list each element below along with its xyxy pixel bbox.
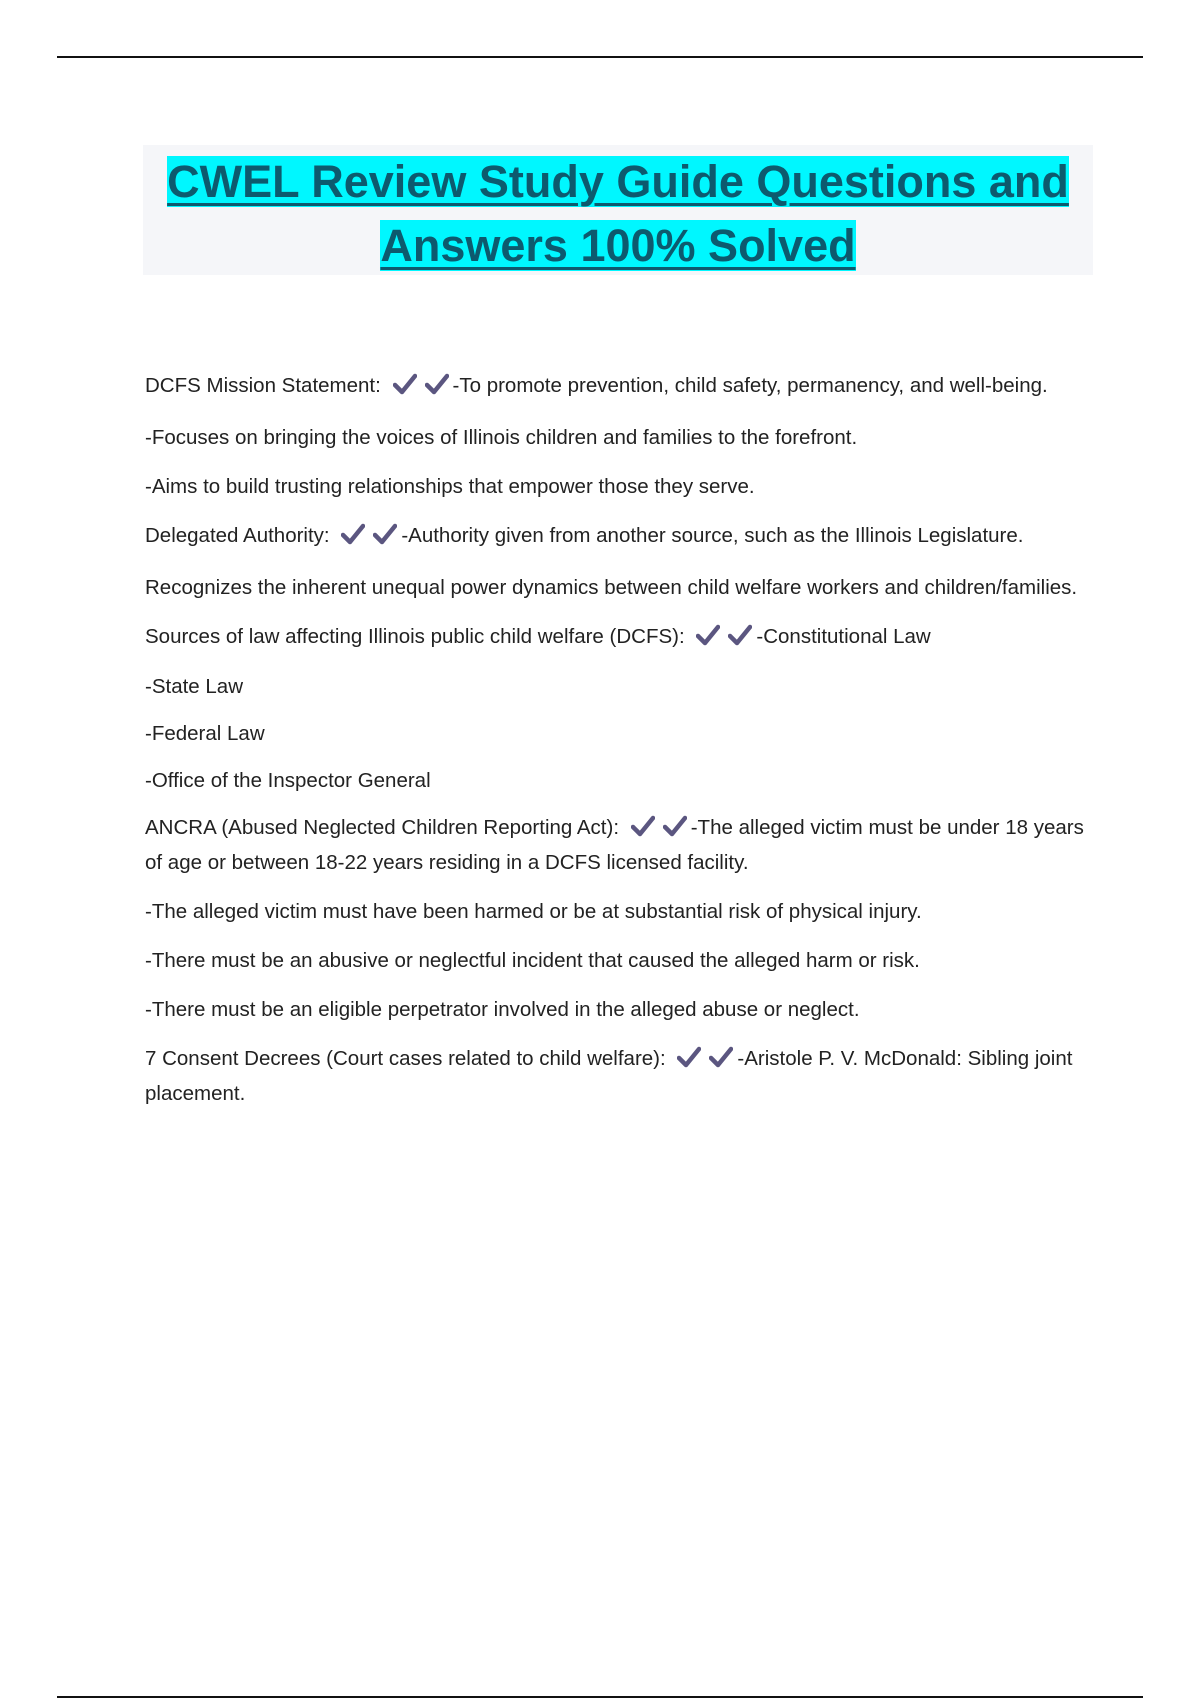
check-icon: [373, 523, 397, 545]
check-icon: [341, 523, 365, 545]
qa-term: Delegated Authority:: [145, 524, 330, 547]
qa-term: 7 Consent Decrees (Court cases related to child welfare):: [145, 1047, 666, 1070]
header-rule: [57, 56, 1143, 58]
qa-first-line: [145, 520, 1095, 555]
qa-first-line: [145, 1043, 1095, 1110]
check-icon: [663, 815, 687, 837]
qa-entry: [145, 370, 1095, 503]
check-icon: [709, 1046, 733, 1068]
footer-rule: [57, 1696, 1143, 1698]
check-icon: [728, 624, 752, 646]
check-marks: [393, 373, 449, 405]
qa-first-line: [145, 812, 1095, 879]
qa-answer-line: -The alleged victim must have been harmed or be at substantial risk of physical injury.: [145, 900, 922, 923]
qa-entry: [145, 520, 1095, 604]
qa-term: Sources of law affecting Illinois public child welfare (DCFS):: [145, 625, 685, 648]
check-icon: [677, 1046, 701, 1068]
qa-entry: [145, 1043, 1095, 1110]
qa-answer-line: -State Law: [145, 675, 243, 698]
qa-answer-line: -There must be an abusive or neglectful incident that caused the alleged harm or risk.: [145, 949, 920, 972]
title-line-1: CWEL Review Study Guide Questions and: [167, 156, 1069, 207]
check-icon: [631, 815, 655, 837]
qa-answer-line: -There must be an eligible perpetrator involved in the alleged abuse or neglect.: [145, 998, 860, 1021]
check-marks: [696, 624, 752, 656]
qa-first-line: [145, 621, 1095, 656]
qa-answer-line: -Office of the Inspector General: [145, 769, 431, 792]
qa-answer-line: -Aims to build trusting relationships that empower those they serve.: [145, 475, 755, 498]
qa-first-line: [145, 370, 1095, 405]
check-marks: [631, 815, 687, 847]
qa-answer-line: Recognizes the inherent unequal power dynamics between child welfare workers and children/families.: [145, 576, 1078, 599]
check-marks: [341, 523, 397, 555]
qa-term: DCFS Mission Statement:: [145, 374, 381, 397]
qa-answer: -Authority given from another source, such as the Illinois Legislature.: [401, 524, 1024, 547]
qa-answer-line: -Focuses on bringing the voices of Illinois children and families to the forefront.: [145, 426, 858, 449]
check-icon: [425, 373, 449, 395]
document-title: [143, 145, 1093, 278]
qa-answer: -To promote prevention, child safety, permanency, and well-being.: [452, 374, 1048, 397]
title-banner: [143, 145, 1093, 275]
qa-entry: [145, 812, 1095, 1026]
check-marks: [677, 1046, 733, 1078]
qa-entry: [145, 621, 1095, 797]
qa-list: [145, 370, 1095, 1127]
check-icon: [393, 373, 417, 395]
qa-answer: -Aristole P. V. McDonald: Sibling joint placement.: [145, 1047, 1073, 1105]
qa-answer: -Constitutional Law: [756, 625, 931, 648]
check-icon: [696, 624, 720, 646]
qa-term: ANCRA (Abused Neglected Children Reporting Act):: [145, 816, 620, 839]
title-line-2: Answers 100% Solved: [380, 220, 856, 271]
qa-answer: -The alleged victim must be under 18 years of age or between 18-22 years residing in a DCFS licensed facility.: [145, 816, 1084, 874]
qa-answer-line: -Federal Law: [145, 722, 265, 745]
